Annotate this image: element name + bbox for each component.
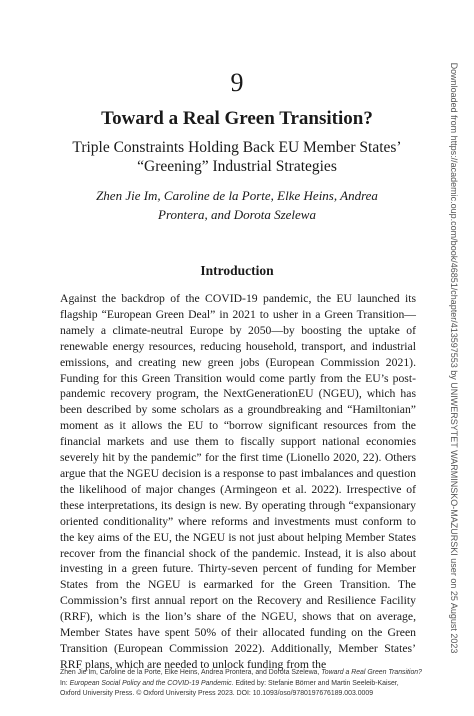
chapter-authors: Zhen Jie Im, Caroline de la Porte, Elke Heins, Andrea Prontera, and Dorota Szelewa [96, 188, 378, 222]
citation-footer [60, 668, 430, 700]
citation-in-prefix: In: [60, 679, 68, 687]
citation-editors: Edited by: Stefanie Börner and Martin Seeleib-Kaiser, [235, 679, 399, 687]
download-watermark: Downloaded from https://academic.oup.com/book/46851/chapter/413597553 by UNIWERSYTET WARMINSKO-MAZURSKI user on 25 August 2023 [449, 62, 459, 654]
citation-title: Toward a Real Green Transition? [321, 669, 422, 676]
citation-line-2 [60, 679, 430, 690]
citation-book-title: European Social Policy and the COVID-19 Pandemic. [69, 679, 234, 687]
citation-line-1 [60, 668, 430, 679]
chapter-title: Toward a Real Green Transition? [101, 108, 373, 129]
chapter-number: 9 [230, 68, 244, 97]
citation-authors: Zhen Jie Im, Caroline de la Porte, Elke Heins, Andrea Prontera, and Dorota Szelewa, [60, 669, 320, 676]
citation-publisher-line: Oxford University Press. © Oxford University Press 2023. DOI: 10.1093/oso/9780197676189.003.0009 [60, 690, 374, 697]
body-paragraph: Against the backdrop of the COVID-19 pandemic, the EU launched its flagship “European Green Deal” in 2021 to usher in a Green Transition—namely a climate-neutral Europe by 2050—by boosting the uptake of renewable energy resources, reducing household, transport, and industrial emissions, and creating new green jobs (European Commission 2021). Funding for this Green Transition would come partly from the EU’s post-pandemic recovery program, the NextGenerationEU (NGEU), which has been described by some scholars as a groundbreaking and “Hamiltonian” moment as it allows the EU to “borrow significant resources from the financial markets and use them to fiscally support national economies severely hit by the pandemic” for the first time (Lionello 2020, 22). Others argue that the NGEU decision is a response to past imbalances and question the likelihood of major changes (Armingeon et al. 2022). Irrespective of these interpretations, its design is new. By operating through “expansionary oriented conditionality” where reforms and investments must conform to the key aims of the EU, the NGEU is not just about helping Member States recover from the financial shock of the pandemic. Instead, it is also about investing in a green future. Thirty-seven percent of funding for Member States from the NGEU is earmarked for the Green Transition. The Commission’s first annual report on the Recovery and Resilience Facility (RRF), which is the lion’s share of the NGEU, shows that on average, Member States have spent 50% of their allocated funding on the Green Transition (European Commission 2022). Additionally, Member States’ RRF plans, which are needed to unlock funding from the [60, 292, 416, 671]
section-heading: Introduction [200, 263, 274, 278]
chapter-subtitle: Triple Constraints Holding Back EU Member States’ “Greening” Industrial Strategies [72, 139, 402, 175]
